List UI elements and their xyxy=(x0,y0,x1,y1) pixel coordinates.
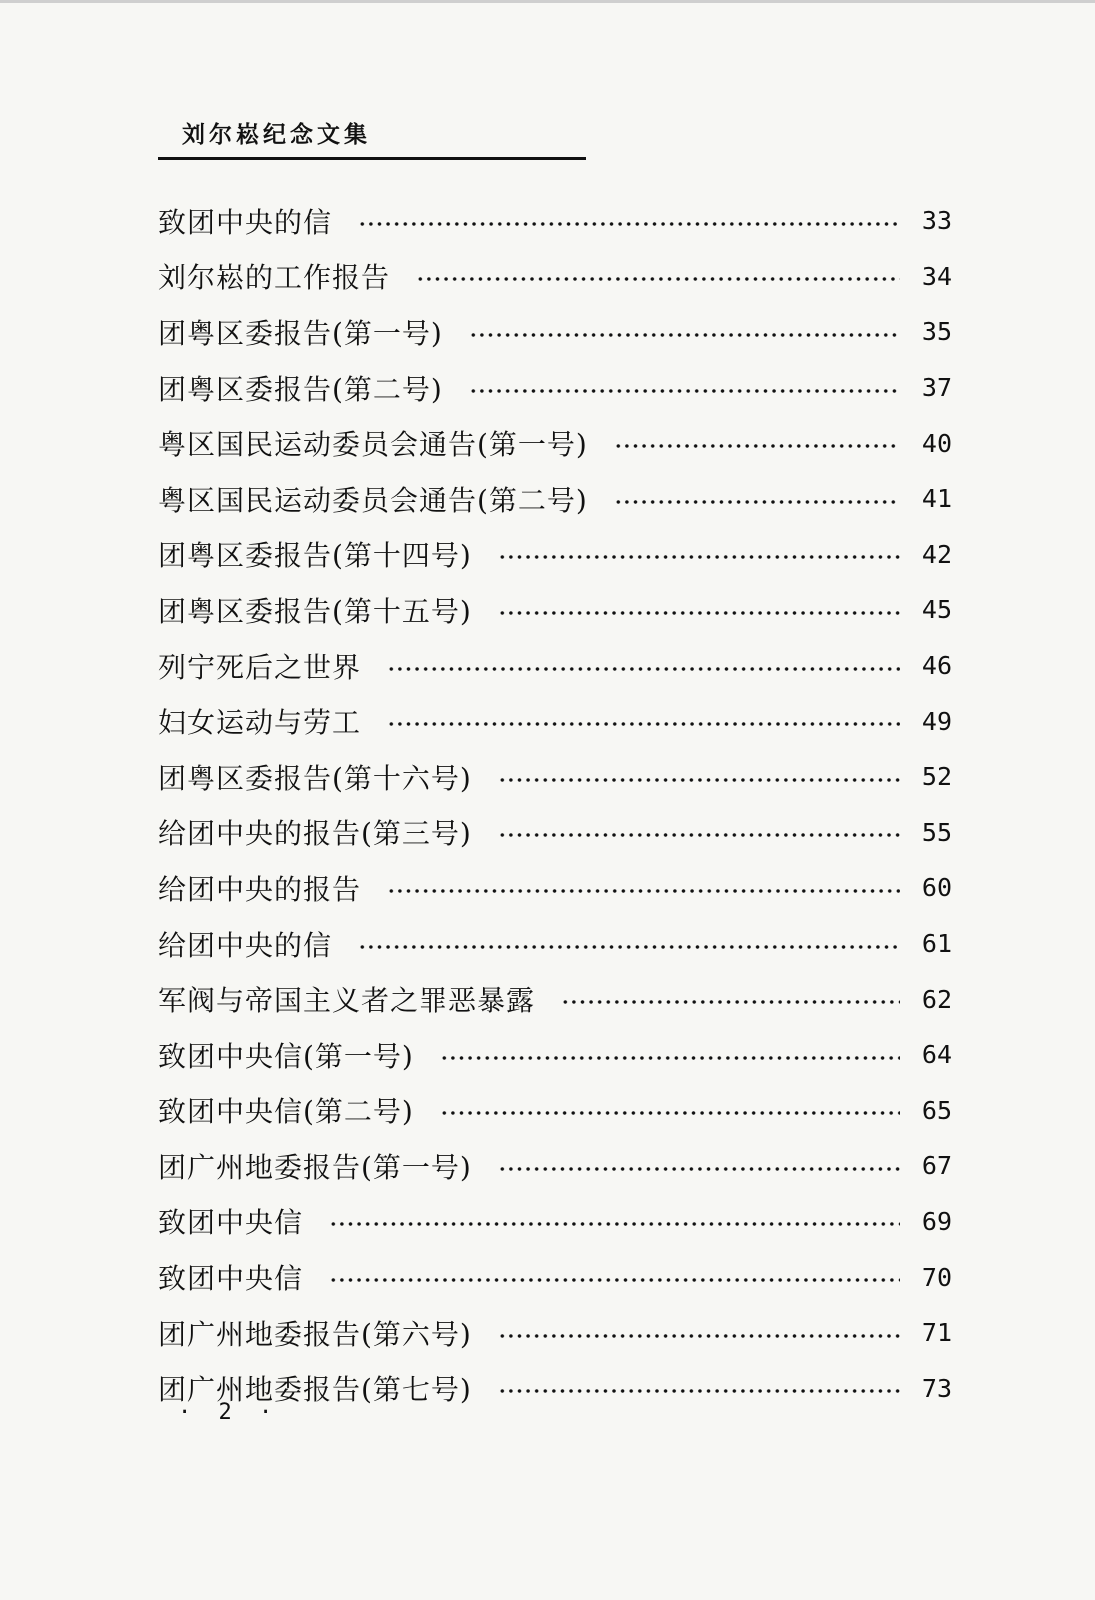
toc-entry-title: 团粤区委报告(第十五号) xyxy=(158,594,472,628)
toc-entry[interactable] xyxy=(158,1083,952,1139)
toc-entry-page: 35 xyxy=(921,317,952,347)
dot-leader xyxy=(387,889,900,893)
toc-entry[interactable] xyxy=(158,527,952,583)
dot-leader xyxy=(358,945,900,949)
toc-entry-page: 37 xyxy=(921,373,952,403)
toc-entry[interactable] xyxy=(158,860,952,916)
dot-leader xyxy=(329,1222,900,1226)
toc-entry-page: 55 xyxy=(921,817,952,847)
toc-entry-title: 团广州地委报告(第六号) xyxy=(158,1317,472,1351)
dot-leader xyxy=(440,1056,900,1060)
toc-entry[interactable] xyxy=(158,582,952,638)
toc-entry[interactable] xyxy=(158,360,952,416)
toc-entry-title: 团粤区委报告(第十四号) xyxy=(158,539,472,573)
page-edge xyxy=(0,0,1095,3)
dot-leader xyxy=(561,1000,900,1004)
toc-entry-title: 列宁死后之世界 xyxy=(158,650,362,684)
toc-entry[interactable] xyxy=(158,249,952,305)
toc-entry-title: 致团中央的信 xyxy=(158,205,333,239)
toc-entry[interactable] xyxy=(158,749,952,805)
dot-leader xyxy=(440,1111,900,1115)
toc-entry[interactable] xyxy=(158,193,952,249)
dot-leader xyxy=(498,611,900,615)
toc-entry-page: 60 xyxy=(921,873,952,903)
toc-entry[interactable] xyxy=(158,1138,952,1194)
toc-entry[interactable] xyxy=(158,916,952,972)
dot-leader xyxy=(498,778,900,782)
toc-entry-page: 70 xyxy=(921,1262,952,1292)
toc-entry-title: 团粤区委报告(第二号) xyxy=(158,372,443,406)
toc-entry-page: 46 xyxy=(921,651,952,681)
dot-leader xyxy=(498,1167,900,1171)
toc-entry-title: 致团中央信 xyxy=(158,1206,304,1240)
toc-entry-title: 致团中央信(第一号) xyxy=(158,1039,414,1073)
toc-entry[interactable] xyxy=(158,638,952,694)
dot-leader xyxy=(498,833,900,837)
toc-entry-page: 69 xyxy=(921,1206,952,1236)
toc-entry-page: 33 xyxy=(921,206,952,236)
toc-entry-page: 64 xyxy=(921,1040,952,1070)
dot-leader xyxy=(387,722,900,726)
toc-entry-page: 45 xyxy=(921,595,952,625)
dot-leader xyxy=(498,1334,900,1338)
dot-leader xyxy=(416,277,900,281)
toc-entry-title: 刘尔崧的工作报告 xyxy=(158,261,391,295)
toc-entry-page: 41 xyxy=(921,484,952,514)
toc-entry[interactable] xyxy=(158,415,952,471)
dot-leader xyxy=(329,1278,900,1282)
toc-entry[interactable] xyxy=(158,971,952,1027)
toc-entry-page: 71 xyxy=(921,1318,952,1348)
running-header: 刘尔崧纪念文集 xyxy=(182,121,371,148)
toc-entry-page: 61 xyxy=(921,929,952,959)
dot-leader xyxy=(469,389,900,393)
toc-entry[interactable] xyxy=(158,805,952,861)
dot-leader xyxy=(387,667,900,671)
toc-entry-page: 73 xyxy=(921,1373,952,1403)
toc-entry-title: 团广州地委报告(第七号) xyxy=(158,1373,472,1407)
dot-leader xyxy=(498,555,900,559)
toc-entry-title: 团粤区委报告(第一号) xyxy=(158,316,443,350)
toc-entry[interactable] xyxy=(158,1194,952,1250)
toc-entry-title: 致团中央信 xyxy=(158,1262,304,1296)
toc-entry-title: 军阀与帝国主义者之罪恶暴露 xyxy=(158,984,536,1018)
table-of-contents xyxy=(158,193,952,1416)
toc-entry-page: 62 xyxy=(921,984,952,1014)
toc-entry[interactable] xyxy=(158,693,952,749)
toc-entry-page: 42 xyxy=(921,539,952,569)
toc-entry-title: 粤区国民运动委员会通告(第一号) xyxy=(158,428,588,462)
toc-entry-page: 40 xyxy=(921,428,952,458)
toc-entry-title: 妇女运动与劳工 xyxy=(158,706,362,740)
toc-entry-title: 给团中央的信 xyxy=(158,928,333,962)
toc-entry-page: 52 xyxy=(921,762,952,792)
dot-leader xyxy=(498,1389,900,1393)
toc-entry[interactable] xyxy=(158,1027,952,1083)
toc-entry-page: 67 xyxy=(921,1151,952,1181)
toc-entry-title: 粤区国民运动委员会通告(第二号) xyxy=(158,483,588,517)
toc-entry-page: 65 xyxy=(921,1095,952,1125)
dot-leader xyxy=(614,500,900,504)
toc-entry[interactable] xyxy=(158,1305,952,1361)
toc-entry[interactable] xyxy=(158,304,952,360)
toc-entry-title: 团广州地委报告(第一号) xyxy=(158,1150,472,1184)
dot-leader xyxy=(358,222,900,226)
page-number: · 2 · xyxy=(178,1400,280,1425)
toc-entry-title: 致团中央信(第二号) xyxy=(158,1095,414,1129)
toc-entry-page: 34 xyxy=(921,261,952,291)
toc-entry-page: 49 xyxy=(921,706,952,736)
toc-entry-title: 团粤区委报告(第十六号) xyxy=(158,761,472,795)
toc-entry[interactable] xyxy=(158,471,952,527)
toc-entry-title: 给团中央的报告(第三号) xyxy=(158,817,472,851)
dot-leader xyxy=(469,333,900,337)
header-rule xyxy=(158,157,586,160)
dot-leader xyxy=(614,444,900,448)
toc-entry-title: 给团中央的报告 xyxy=(158,872,362,906)
toc-entry[interactable] xyxy=(158,1249,952,1305)
